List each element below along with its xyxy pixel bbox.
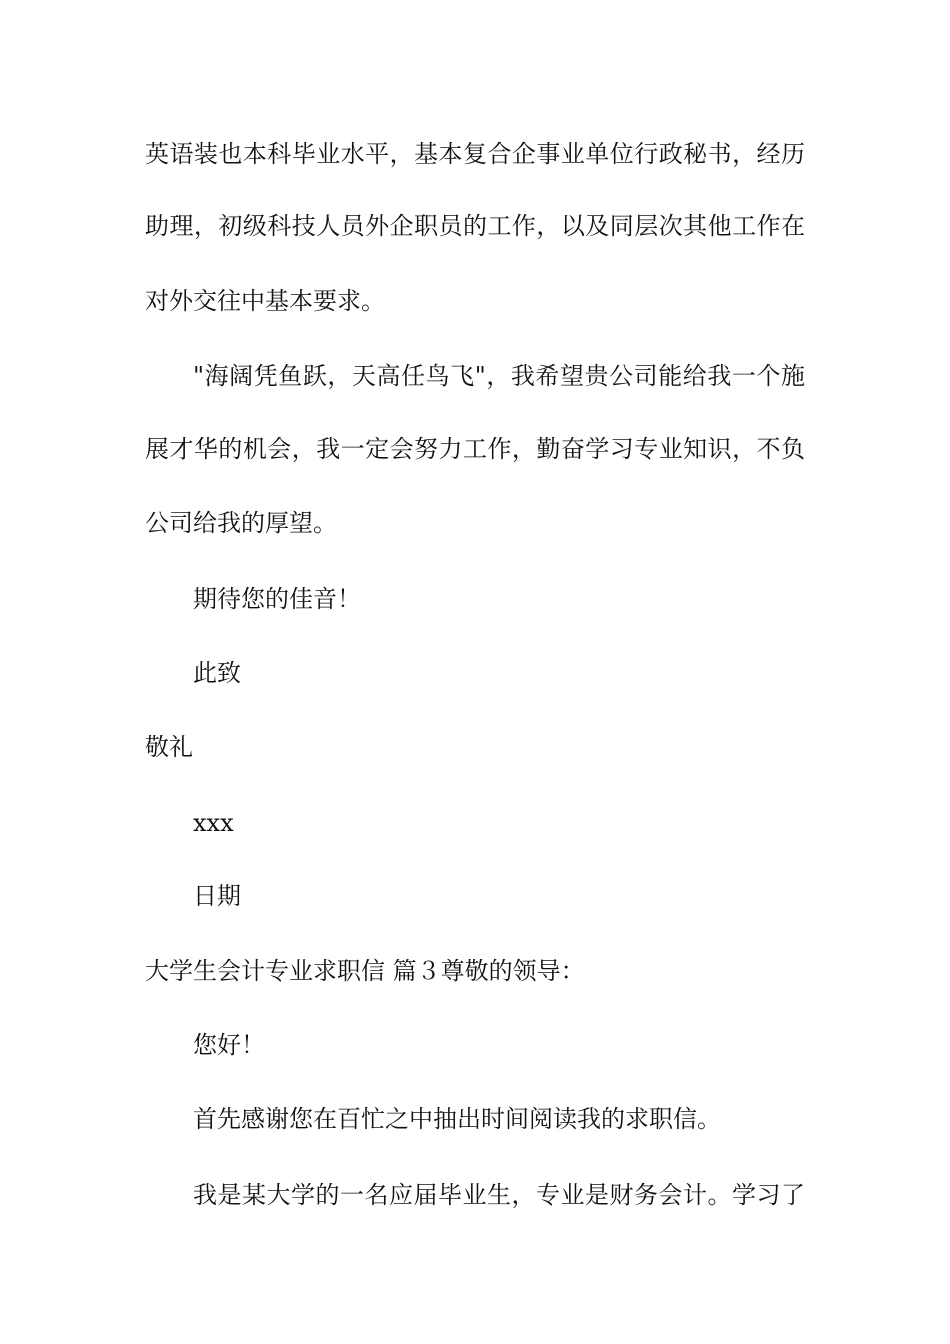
paragraph-line: 首先感谢您在百忙之中抽出时间阅读我的求职信。: [193, 1105, 721, 1133]
paragraph-line: 展才华的机会，我一定会努力工作，勤奋学习专业知识，不负: [145, 435, 805, 463]
section-heading: 大学生会计专业求职信 篇３尊敬的领导：: [145, 957, 585, 985]
paragraph-line: 英语装也本科毕业水平，基本复合企事业单位行政秘书，经历: [145, 140, 805, 168]
salutation-line: 敬礼: [145, 733, 193, 761]
paragraph-line: "海阔凭鱼跃，天高任鸟飞"，我希望贵公司能给我一个施: [193, 362, 805, 390]
paragraph-line: 对外交往中基本要求。: [145, 287, 385, 315]
paragraph-line: 公司给我的厚望。: [145, 509, 337, 537]
signature-line: xxx: [193, 809, 234, 837]
greeting-line: 您好！: [193, 1031, 265, 1059]
date-line: 日期: [193, 882, 241, 910]
paragraph-line: 助理，初级科技人员外企职员的工作，以及同层次其他工作在: [145, 212, 805, 240]
salutation-line: 此致: [193, 659, 241, 687]
closing-line: 期待您的佳音！: [193, 585, 361, 613]
paragraph-line: 我是某大学的一名应届毕业生，专业是财务会计。学习了: [193, 1181, 805, 1209]
